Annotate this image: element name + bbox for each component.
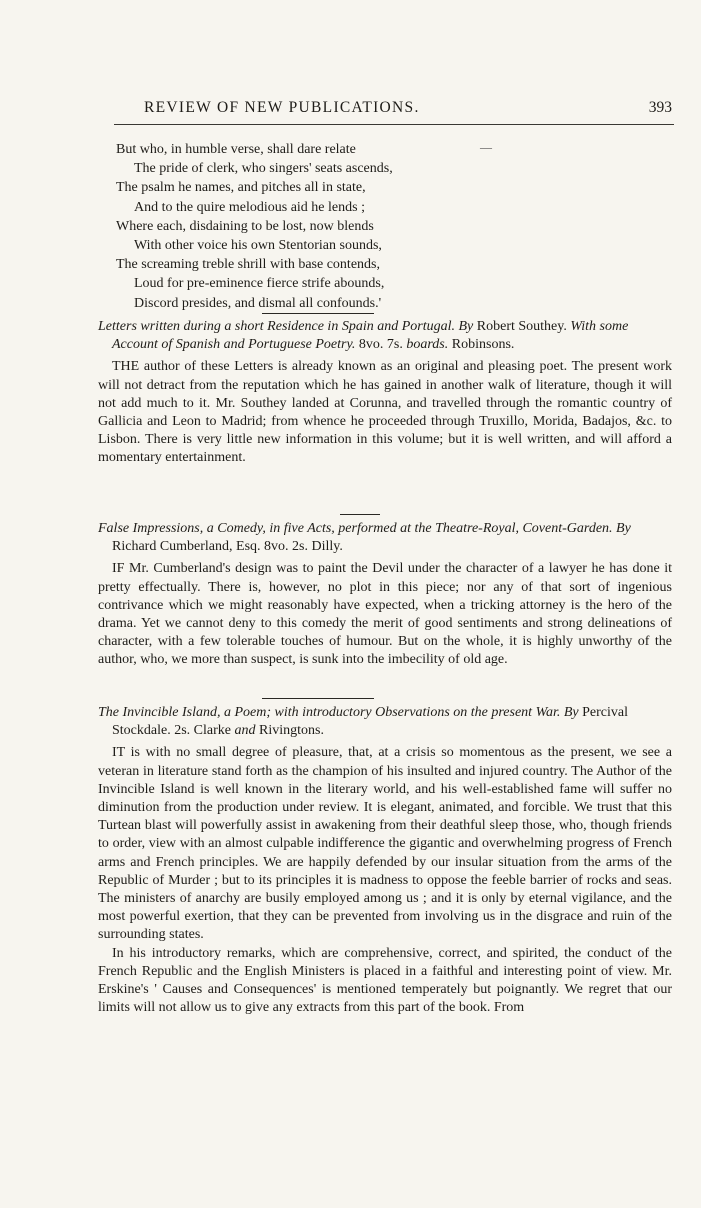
- poem-line: Discord presides, and dismal all confounds.': [134, 295, 382, 311]
- poem-line: The screaming treble shrill with base contends,: [116, 257, 380, 273]
- margin-tick-mark: —: [480, 140, 492, 154]
- poem-line: But who, in humble verse, shall dare relate: [116, 142, 356, 157]
- poem-line: Loud for pre-eminence fierce strife abounds,: [134, 276, 385, 292]
- book-publisher: Clarke: [193, 723, 231, 739]
- book-title: False Impressions, a Comedy, in five Acts, performed at the Theatre-Royal, Covent-Garden.: [98, 521, 613, 536]
- book-format-price: 8vo. 2s.: [264, 539, 308, 555]
- poem-line: The psalm he names, and pitches all in state,: [116, 180, 366, 196]
- review-heading: [98, 318, 672, 354]
- poem-line: The pride of clerk, who singers' seats ascends,: [134, 161, 393, 177]
- and-connector: and: [234, 723, 256, 739]
- book-author: Percival Stockdale.: [112, 705, 628, 739]
- book-title: Letters written during a short Residence in Spain and Portugal.: [98, 319, 455, 334]
- poem-line: With other voice his own Stentorian sounds,: [134, 238, 382, 254]
- book-publisher: Robinsons.: [451, 337, 515, 353]
- running-head: [112, 99, 672, 123]
- review-entry-cumberland: [98, 520, 672, 670]
- by-label: By: [616, 521, 631, 536]
- by-label: By: [563, 705, 579, 720]
- review-body-paragraph: IT is with no small degree of pleasure, that, at a crisis so momentous as the present, we see a veteran in literature stand forth as the champion of his insulted and injured country. The Author of the Invincible Island is well known in the literary world, and his well-established fame will suffer no diminution from the production under review. It is elegant, animated, and forcible. We trust that this Turtean blast will powerfully assist in awakening from their deathful sleep those, who, though friends to order, view with an almost culpable indifference the gigantic and overwhelming progress of French arms and French principles. We are happily defended by our insular situation from the arms of the Republic of Murder ; but to its principles it is madness to oppose the feeble barrier of rocks and seas. The ministers of anarchy are busily employed among us ; and it is only by eternal vigilance, and the most powerful exertion, that they can be prevented from involving us in the disgrace and ruin of the surrounding states.: [98, 745, 672, 943]
- book-subtitle: with introductory Observations on the present War.: [274, 705, 561, 720]
- review-body-paragraph: THE author of these Letters is already known as an original and pleasing poet. The present work will not detract from the reputation which he has gained in another walk of literature, though it will not add much to it. Mr. Southey landed at Corunna, and travelled through the romantic country of Gallicia and Leon to Madrid; from whence he proceeded through Truxillo, Morida, Badajos, &c. to Lisbon. There is very little new information in this volume; but it is well written, and will afford a momentary entertainment.: [98, 359, 672, 466]
- poem-quotation: [116, 140, 516, 313]
- section-divider-rule: [340, 514, 380, 515]
- review-entry-southey: [98, 318, 672, 468]
- review-body-paragraph: IF Mr. Cumberland's design was to paint the Devil under the character of a lawyer he has done it pretty effectually. There is, however, no plot in this piece; nor any of that sort of ingenious contrivance which we might reasonably have expected, when a tricking attorney is the hero of the drama. Yet we cannot deny to this comedy the merit of good sentiments and strong delineations of character, with a few tolerable touches of humour. But on the whole, it is highly unworthy of the author, who, we more than suspect, is sunk into the imbecility of old age.: [98, 561, 672, 668]
- book-format-price: 8vo. 7s.: [358, 337, 403, 353]
- book-publisher: Rivingtons.: [259, 723, 324, 739]
- book-price: 2s.: [174, 723, 191, 739]
- review-entry-stockdale: [98, 704, 672, 1017]
- book-title: The Invincible Island, a Poem;: [98, 705, 272, 720]
- header-title: REVIEW OF NEW PUBLICATIONS.: [144, 99, 420, 116]
- section-divider-rule: [262, 698, 374, 699]
- book-subtitle: With some Account of Spanish and Portuguese Poetry.: [112, 319, 629, 353]
- review-heading: [98, 520, 672, 556]
- book-binding: boards.: [406, 337, 449, 353]
- book-publisher: Dilly.: [311, 539, 343, 555]
- by-label: By: [458, 319, 474, 334]
- poem-line: And to the quire melodious aid he lends ;: [134, 199, 365, 215]
- page-number: 393: [648, 99, 672, 116]
- review-heading: [98, 704, 672, 740]
- review-body-paragraph: In his introductory remarks, which are comprehensive, correct, and spirited, the conduct of the French Republic and the English Ministers is placed in a faithful and interesting point of view. Mr. Erskine's ' Causes and Consequences' is mentioned temperately but poignantly. We regret that our limits will not allow us to give any extracts from this part of the book. From: [98, 945, 672, 1016]
- header-rule: [114, 124, 674, 125]
- section-divider-rule: [262, 313, 374, 314]
- book-author: Richard Cumberland, Esq.: [112, 539, 261, 555]
- book-author: Robert Southey.: [476, 319, 567, 334]
- poem-line: Where each, disdaining to be lost, now blends: [116, 218, 374, 234]
